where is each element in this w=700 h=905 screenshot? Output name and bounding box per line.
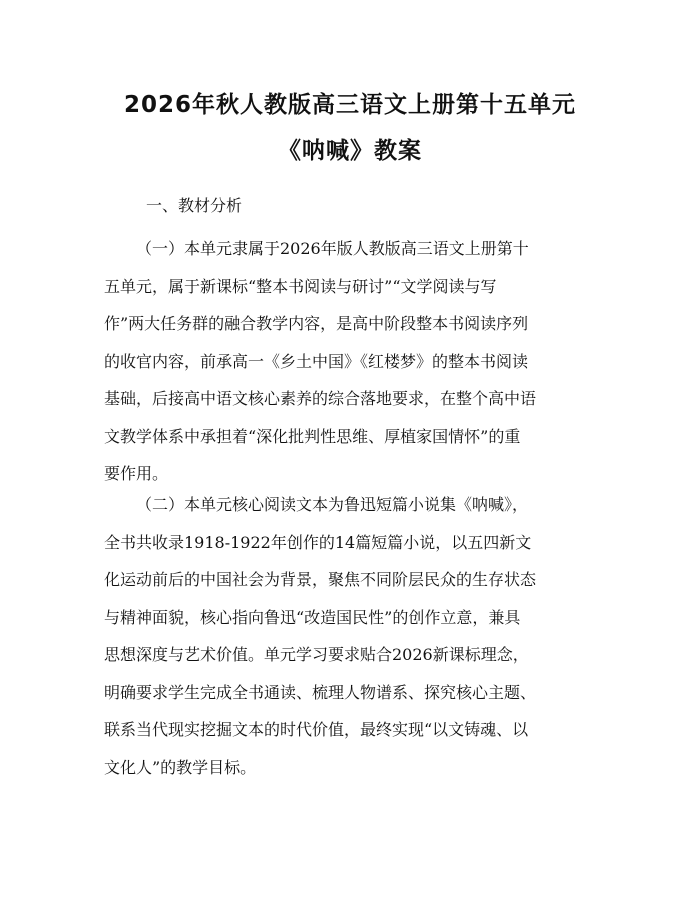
paragraph-1 [104, 230, 608, 493]
paragraph-line: 明确要求学生完成全书通读、梳理人物谱系、探究核心主题、 [104, 682, 537, 702]
paragraph-line: 化运动前后的中国社会为背景，聚焦不同阶层民众的生存状态 [104, 570, 537, 589]
paragraph-line: 文教学体系中承担着“深化批判性思维、厚植家国情怀”的重 [104, 426, 521, 446]
paragraph-line: 全书共收录1918-1922年创作的14篇短篇小说，以五四新文 [104, 532, 532, 552]
paragraph-line: 作”两大任务群的融合教学内容，是高中阶段整本书阅读序列 [104, 314, 529, 333]
paragraph-line: （二）本单元核心阅读文本为鲁迅短篇小说集《呐喊》， [136, 495, 529, 514]
section-heading-textbook-analysis: 一、教材分析 [146, 196, 243, 215]
paragraph-line: 五单元，属于新课标“整本书阅读与研讨”“文学阅读与写 [104, 276, 497, 296]
document-title-line-1: 2026年秋人教版高三语文上册第十五单元 [123, 92, 576, 118]
paragraph-line: 与精神面貌，核心指向鲁迅“改造国民性”的创作立意，兼具 [104, 607, 521, 627]
paragraph-line: （一）本单元隶属于2026年版人教版高三语文上册第十 [136, 239, 529, 258]
paragraph-line: 基础，后接高中语文核心素养的综合落地要求，在整个高中语 [104, 389, 537, 408]
paragraph-line: 思想深度与艺术价值。单元学习要求贴合2026新课标理念， [104, 645, 529, 664]
paragraph-line: 文化人”的教学目标。 [104, 757, 257, 777]
paragraph-2 [104, 486, 608, 786]
paragraph-line: 要作用。 [104, 464, 169, 483]
document-title-line-2: 《呐喊》教案 [278, 138, 422, 164]
paragraph-line: 的收官内容，前承高一《乡土中国》《红楼梦》的整本书阅读 [104, 351, 529, 371]
paragraph-line: 联系当代现实挖掘文本的时代价值，最终实现“以文铸魂、以 [104, 720, 529, 739]
